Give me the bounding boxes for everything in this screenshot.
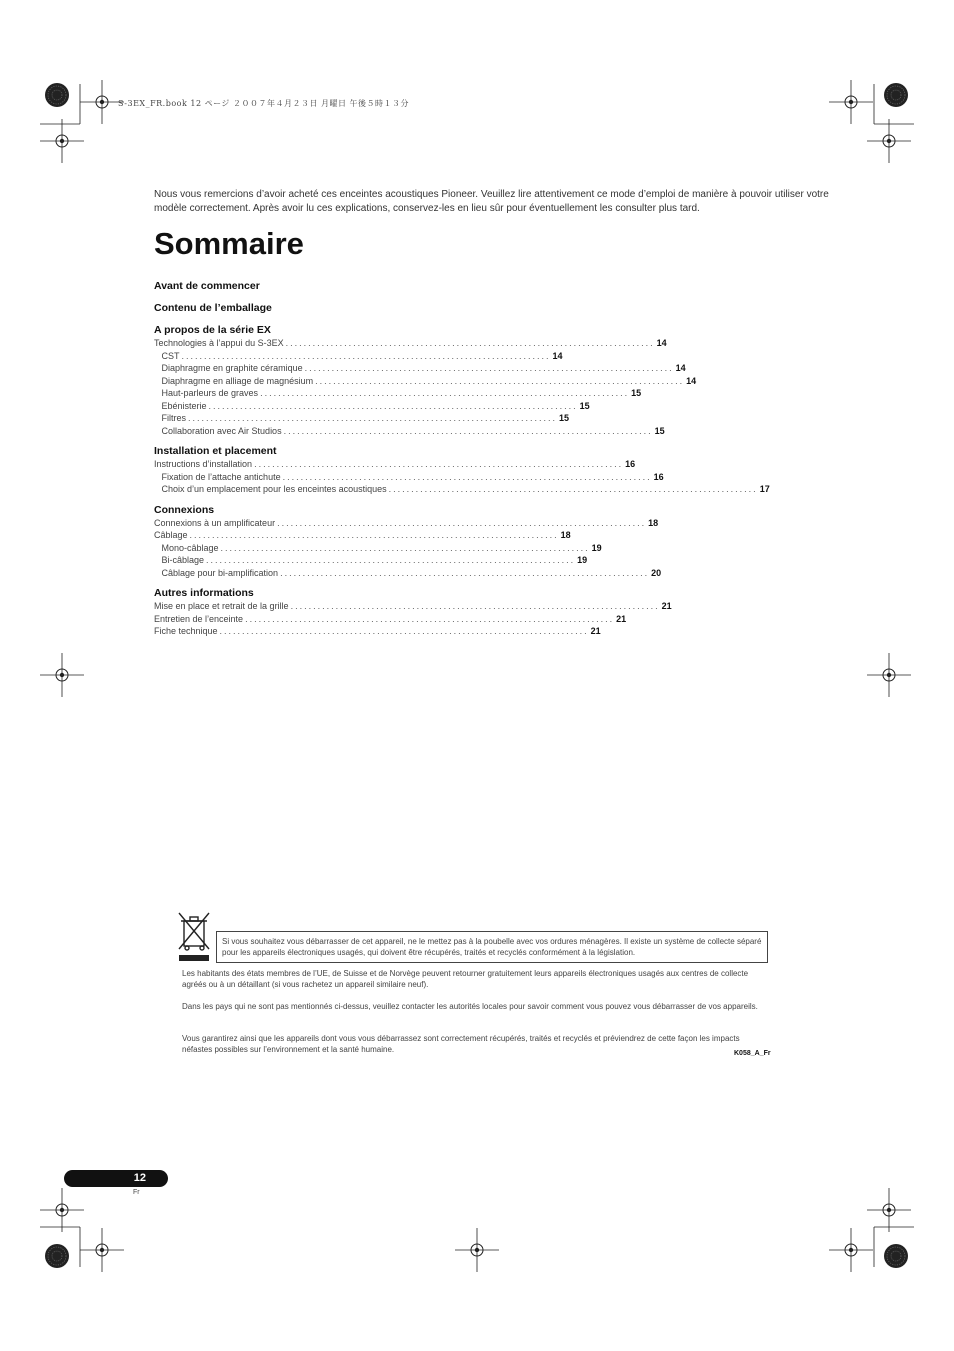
toc-entry (154, 471, 664, 484)
toc-page: 20 (651, 567, 662, 578)
toc-page: 15 (559, 413, 570, 423)
toc-leader: .................................................................................. (290, 601, 660, 611)
toc-entry-title: Instructions d’installation (154, 459, 253, 469)
toc-entry-title: Fiche technique (154, 626, 218, 636)
toc-section-autres: Autres informations (154, 587, 254, 599)
toc-leader: .................................................................................. (283, 425, 653, 436)
toc-leader: .................................................................................. (277, 517, 647, 528)
toc-entry (154, 458, 636, 471)
toc-entry-title: Bi-câblage (161, 555, 205, 565)
toc-leader: .................................................................................. (219, 626, 589, 636)
toc-page: 14 (675, 363, 686, 373)
toc-page: 15 (579, 400, 590, 411)
toc-page: 14 (656, 338, 667, 348)
toc-entry-title: Filtres (161, 413, 186, 423)
toc-leader: .................................................................................. (388, 484, 758, 494)
toc-entry-title: Ebénisterie (161, 400, 207, 411)
toc-entry (154, 350, 563, 363)
document-code: K058_A_Fr (734, 1050, 771, 1057)
toc-entry (154, 554, 588, 567)
toc-entry-title: Collaboration avec Air Studios (161, 425, 282, 436)
waste-paragraph-eu: Les habitants des états membres de l’UE, de Suisse et de Norvège peuvent retourner gratuitement leurs appareils électroniques usagés aux centres de collecte agréés ou à un détaillant (si vous rachetez un appareil similaire neuf). (182, 969, 749, 989)
toc-entry (154, 529, 571, 542)
toc-entry-title: Connexions à un amplificateur (154, 517, 276, 528)
toc-entry-title: Mono-câblage (161, 542, 219, 553)
toc-leader: .................................................................................. (206, 555, 576, 565)
toc-entry (154, 362, 686, 375)
toc-leader: .................................................................................. (282, 471, 652, 482)
toc-entry (154, 483, 770, 496)
toc-entry (154, 375, 697, 388)
crossed-bin-icon (175, 911, 213, 963)
toc-entry (154, 625, 601, 638)
toc-page: 16 (653, 471, 664, 482)
toc-entry-title: Mise en place et retrait de la grille (154, 601, 289, 611)
toc-leader: .................................................................................. (208, 400, 578, 411)
toc-page: 19 (591, 542, 602, 553)
toc-page: 16 (625, 459, 636, 469)
toc-page: 18 (648, 517, 659, 528)
toc-section-apropos: A propos de la série EX (154, 324, 271, 336)
toc-entry-title: Câblage (154, 530, 188, 540)
toc-entry-title: CST (161, 350, 180, 361)
toc-entry-title: Fixation de l’attache antichute (161, 471, 281, 482)
toc-leader: .................................................................................. (245, 613, 615, 624)
table-of-contents (154, 280, 770, 638)
toc-entry (154, 337, 667, 350)
toc-page: 14 (552, 350, 563, 361)
toc-entry-title: Diaphragme en graphite céramique (161, 363, 303, 373)
toc-entry-title: Diaphragme en alliage de magnésium (161, 375, 314, 386)
toc-entry (154, 412, 570, 425)
waste-paragraph-other: Dans les pays qui ne sont pas mentionnés ci-dessus, veuillez contacter les autorités locales pour savoir comment vous pouvez vous débarrasser de vos appareils. (182, 1002, 758, 1011)
toc-entry-title: Technologies à l’appui du S-3EX (154, 338, 284, 348)
toc-entry-title: Entretien de l’enceinte (154, 613, 244, 624)
toc-page: 18 (560, 530, 571, 540)
toc-entry (154, 400, 590, 413)
toc-entry (154, 517, 659, 530)
toc-page: 17 (759, 484, 770, 494)
waste-paragraph-guarantee: Vous garantirez ainsi que les appareils dont vous vous débarrassez sont correctement récupérés, traités et recyclés et préviendrez de cette façon les impacts néfastes possibles sur l’environnement et la santé humaine. (182, 1034, 740, 1054)
toc-entry-title: Câblage pour bi-amplification (161, 567, 279, 578)
toc-leader: .................................................................................. (189, 530, 559, 540)
toc-entry-title: Haut-parleurs de graves (161, 388, 259, 398)
toc-leader: .................................................................................. (188, 413, 558, 423)
page-number: 12 (64, 1170, 168, 1187)
toc-section-contenu: Contenu de l’emballage (154, 302, 272, 314)
toc-entry (154, 600, 672, 613)
toc-page: 19 (577, 555, 588, 565)
toc-entry-title: Choix d’un emplacement pour les enceintes acoustiques (161, 484, 387, 494)
toc-leader: .................................................................................. (254, 459, 624, 469)
page-title: Sommaire (154, 226, 304, 261)
toc-page: 21 (616, 613, 627, 624)
language-code: Fr (133, 1189, 140, 1196)
toc-leader: .................................................................................. (260, 388, 630, 398)
toc-entry (154, 542, 602, 555)
toc-page: 15 (631, 388, 642, 398)
toc-leader: .................................................................................. (285, 338, 655, 348)
intro-paragraph: Nous vous remercions d’avoir acheté ces enceintes acoustiques Pioneer. Veuillez lire attentivement ce mode d’emploi de manière à pouvoir utiliser votre modèle correctement. Après avoir lu ces explications, conservez-les en lieu sûr pour éventuellement les consulter plus tard. (154, 189, 829, 214)
toc-section-avant: Avant de commencer (154, 280, 260, 292)
toc-page: 15 (654, 425, 665, 436)
toc-section-installation: Installation et placement (154, 445, 277, 457)
toc-entry (154, 425, 665, 438)
toc-leader: .................................................................................. (220, 542, 590, 553)
toc-leader: .................................................................................. (304, 363, 674, 373)
toc-leader: .................................................................................. (181, 350, 551, 361)
print-header: S-3EX_FR.book 12 ページ ２００７年４月２３日 月曜日 午後５時１３分 (118, 99, 410, 108)
waste-notice-box: Si vous souhaitez vous débarrasser de cet appareil, ne le mettez pas à la poubelle avec vos ordures ménagères. Il existe un système de collecte séparé pour les appareils électroniques usagés, qui doivent être récupérés, traités et recyclés conformément à la législation. (216, 931, 768, 963)
toc-leader: .................................................................................. (280, 567, 650, 578)
toc-entry (154, 387, 642, 400)
toc-page: 21 (590, 626, 601, 636)
toc-entry (154, 613, 627, 626)
toc-section-connexions: Connexions (154, 503, 215, 516)
toc-entry (154, 567, 662, 580)
toc-page: 14 (686, 375, 697, 386)
toc-leader: .................................................................................. (315, 375, 685, 386)
toc-page: 21 (661, 601, 672, 611)
